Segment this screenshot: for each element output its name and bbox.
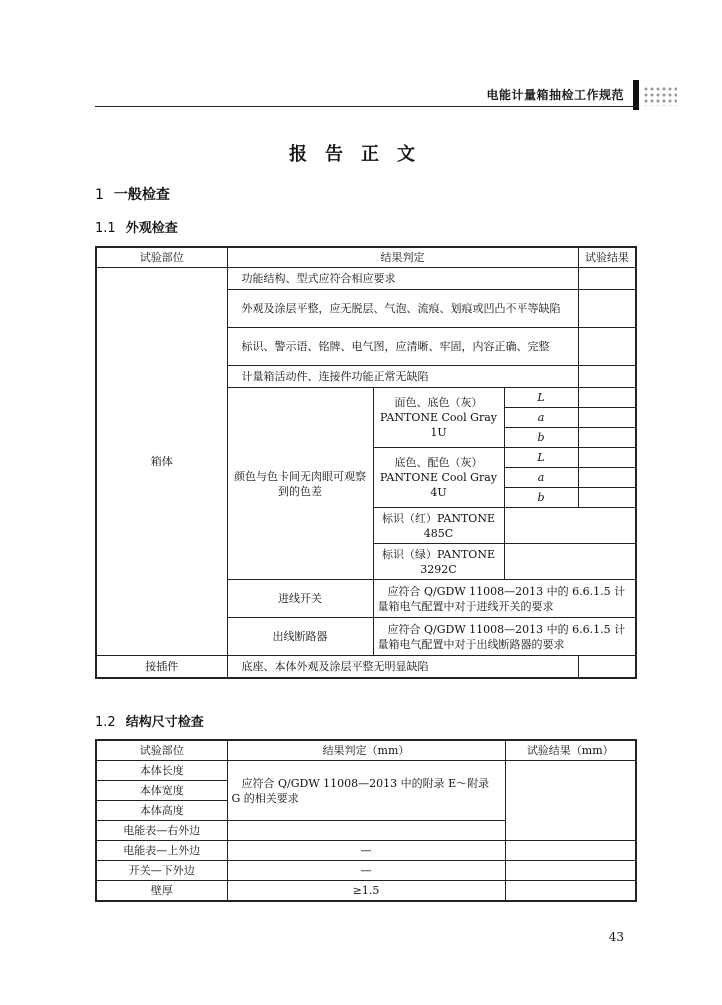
col-header: 结果判定（mm） xyxy=(227,740,505,761)
col-header: 试验结果（mm） xyxy=(505,740,636,761)
result-cell[interactable] xyxy=(505,881,636,902)
requirement: 底座、本体外观及涂层平整无明显缺陷 xyxy=(227,656,578,678)
col-header: 结果判定 xyxy=(227,247,578,268)
result-cell[interactable] xyxy=(504,544,636,580)
section-1-2-heading xyxy=(95,711,204,730)
requirement: 应符合 Q/GDW 11008—2013 中的 6.6.1.5 计量箱电气配置中对于进线开关的要求 xyxy=(373,580,636,618)
section-number: 1.2 xyxy=(95,715,116,730)
dimension-part: 本体宽度 xyxy=(96,781,227,801)
requirement: 应符合 Q/GDW 11008—2013 中的 6.6.1.5 计量箱电气配置中对于出线断路器的要求 xyxy=(373,618,636,656)
requirement-cell xyxy=(227,821,505,841)
section-1-heading xyxy=(95,184,170,204)
color-sample-1: 面色、底色（灰）PANTONE Cool Gray 1U xyxy=(373,388,504,448)
col-header: 试验部位 xyxy=(96,247,227,268)
col-header: 试验结果 xyxy=(578,247,636,268)
result-cell[interactable] xyxy=(578,268,636,290)
result-cell[interactable] xyxy=(578,428,636,448)
lab-a: a xyxy=(504,468,578,488)
section-number: 1 xyxy=(95,187,104,203)
dimension-part: 电能表—右外边 xyxy=(96,821,227,841)
page-number: 43 xyxy=(608,930,624,944)
appearance-table xyxy=(95,246,637,679)
result-cell[interactable] xyxy=(578,656,636,678)
requirement: 标识、警示语、铭牌、电气图，应清晰、牢固，内容正确、完整 xyxy=(227,328,578,366)
color-requirement: 颜色与色卡间无肉眼可观察到的色差 xyxy=(227,388,373,580)
section-title: 外观检查 xyxy=(125,221,178,236)
color-sample-2: 底色、配色（灰）PANTONE Cool Gray 4U xyxy=(373,448,504,508)
col-header: 试验部位 xyxy=(96,740,227,761)
switch-part: 进线开关 xyxy=(227,580,373,618)
requirement: 外观及涂层平整，应无脱层、气泡、流痕、划痕或凹凸不平等缺陷 xyxy=(227,290,578,328)
dimension-part: 壁厚 xyxy=(96,881,227,902)
lab-b: b xyxy=(504,488,578,508)
result-cell[interactable] xyxy=(505,861,636,881)
lab-l: L xyxy=(504,388,578,408)
dimension-requirement: — xyxy=(227,861,505,881)
dimension-requirement: 应符合 Q/GDW 11008—2013 中的附录 E～附录 G 的相关要求 xyxy=(227,761,505,821)
dimension-part: 本体长度 xyxy=(96,761,227,781)
header-rule xyxy=(95,106,639,107)
result-cell[interactable] xyxy=(505,761,636,841)
result-cell[interactable] xyxy=(578,388,636,408)
result-cell[interactable] xyxy=(578,290,636,328)
lab-l: L xyxy=(504,448,578,468)
dimension-part: 电能表—上外边 xyxy=(96,841,227,861)
color-sample-4: 标识（绿）PANTONE 3292C xyxy=(373,544,504,580)
header-dots xyxy=(643,86,677,106)
result-cell[interactable] xyxy=(578,468,636,488)
result-cell[interactable] xyxy=(505,841,636,861)
section-number: 1.1 xyxy=(95,221,116,236)
result-cell[interactable] xyxy=(578,488,636,508)
section-title: 一般检查 xyxy=(113,187,170,203)
lab-b: b xyxy=(504,428,578,448)
requirement: 功能结构、型式应符合相应要求 xyxy=(227,268,578,290)
color-sample-3: 标识（红）PANTONE 485C xyxy=(373,508,504,544)
dimension-requirement: — xyxy=(227,841,505,861)
page-title: 报告正文 xyxy=(289,144,433,165)
plug-part: 接插件 xyxy=(96,656,227,678)
dimension-part: 开关—下外边 xyxy=(96,861,227,881)
box-part: 箱体 xyxy=(96,268,227,656)
section-title: 结构尺寸检查 xyxy=(125,715,204,730)
result-cell[interactable] xyxy=(578,408,636,428)
dimension-table xyxy=(95,739,637,902)
header-title: 电能计量箱抽检工作规范 xyxy=(486,88,624,102)
dimension-requirement: ≥1.5 xyxy=(227,881,505,902)
result-cell[interactable] xyxy=(578,328,636,366)
lab-a: a xyxy=(504,408,578,428)
section-1-1-heading xyxy=(95,217,178,236)
result-cell[interactable] xyxy=(504,508,636,544)
requirement: 计量箱活动件、连接件功能正常无缺陷 xyxy=(227,366,578,388)
breaker-part: 出线断路器 xyxy=(227,618,373,656)
result-cell[interactable] xyxy=(578,366,636,388)
result-cell[interactable] xyxy=(578,448,636,468)
dimension-part: 本体高度 xyxy=(96,801,227,821)
